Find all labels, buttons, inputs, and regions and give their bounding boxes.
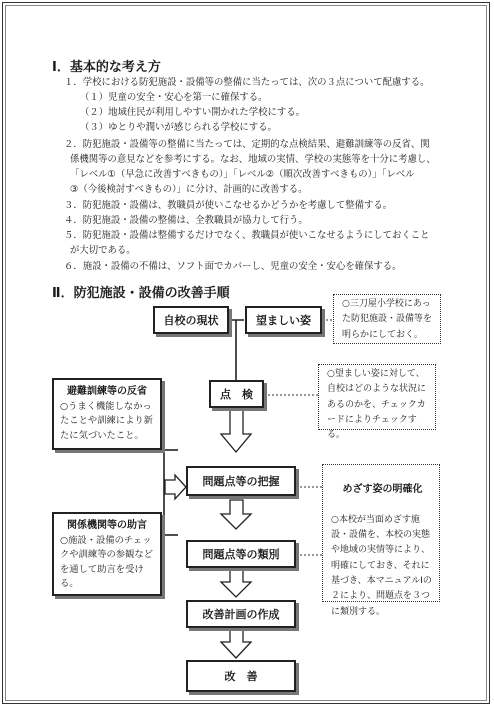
- problem-classify-box: 問題点等の類別: [186, 540, 296, 568]
- down-arrow: [221, 568, 251, 597]
- improvement-box: 改 善: [186, 660, 296, 692]
- inspection-note: ○望ましい姿に対して、自校はどのような状況にあるのかを、チェックカードによりチェックする。: [318, 364, 436, 430]
- section1-heading: Ⅰ．基本的な考え方: [52, 60, 161, 75]
- s1-line: ６．施設・設備の不備は、ソフト面でカバーし、児童の安全・安心を確保する。: [64, 261, 402, 272]
- s1-line: ３．防犯施設・設備は、教職員が使いこなせるかどうかを考慮して整備する。: [64, 200, 393, 211]
- s1-line: ５．防犯施設・設備は整備するだけでなく、教職員が使いこなせるようにしておくこと: [64, 230, 430, 241]
- s1-line: 係機関等の意見などを参考にする。なお、地域の実情、学校の実態等を十分に考慮し、: [70, 154, 436, 165]
- section2-heading: Ⅱ．防犯施設・設備の改善手順: [52, 286, 230, 301]
- drill-review-box: [52, 378, 162, 450]
- down-arrow: [221, 628, 251, 658]
- ideal-note: ○三刀屋小学校にあった防犯施設・設備等を明らかにしておく。: [333, 294, 441, 344]
- problem-grasp-box: 問題点等の把握: [186, 466, 296, 496]
- inspection-box: 点 検: [209, 380, 264, 408]
- s1-line: （２）地域住民が利用しやすい開かれた学校にする。: [80, 107, 306, 118]
- s1-line: （１）児童の安全・安心を第一に確保する。: [80, 92, 268, 103]
- down-arrow: [221, 500, 251, 529]
- s1-line: ２．防犯施設・設備等の整備に当たっては、定期的な点検結果、避難訓練等の反省、関: [64, 139, 430, 150]
- right-arrow: [165, 475, 186, 499]
- drill-review-title: 避難訓練等の反省: [67, 386, 147, 397]
- s1-line: （３）ゆとりや潤いが感じられる学校にする。: [80, 122, 277, 133]
- s1-line: ４．防犯施設・設備の整備は、全教職員が協力して行う。: [64, 215, 308, 226]
- s1-line: １．学校における防犯施設・設備等の整備に当たっては、次の３点について配慮する。: [64, 77, 430, 88]
- agency-advice-title: 関係機関等の助言: [67, 520, 147, 531]
- ideal-state-box: 望ましい姿: [245, 306, 322, 334]
- current-state-box: 自校の現状: [153, 306, 229, 334]
- down-arrow: [221, 410, 251, 452]
- improvement-plan-box: 改善計画の作成: [186, 600, 296, 628]
- s1-line: 「レベル①（早急に改善すべきもの）」「レベル②（順次改善すべきもの）」「レベル: [70, 169, 415, 180]
- drill-review-body: ○うまく機能しなかったことや訓練により新たに気づいたこと。: [60, 400, 153, 441]
- s1-line: が大切である。: [70, 245, 136, 256]
- agency-advice-body: ○施設・設備のチェックや訓練等の参観などを通して助言を受ける。: [60, 534, 153, 590]
- s1-line: ③（今後検討すべきもの）」に分け、計画的に改善する。: [70, 184, 308, 195]
- agency-advice-box: [52, 512, 162, 596]
- goal-note: [322, 464, 440, 617]
- goal-note-body: ○本校が当面めざす施設・設備を、本校の実態や地域の実情等により、明確にしておき、それに基づき、本マニュアルⅠの２により、問題点を３つに類別する。: [331, 514, 432, 617]
- goal-note-title: めざす姿の明確化: [342, 484, 423, 496]
